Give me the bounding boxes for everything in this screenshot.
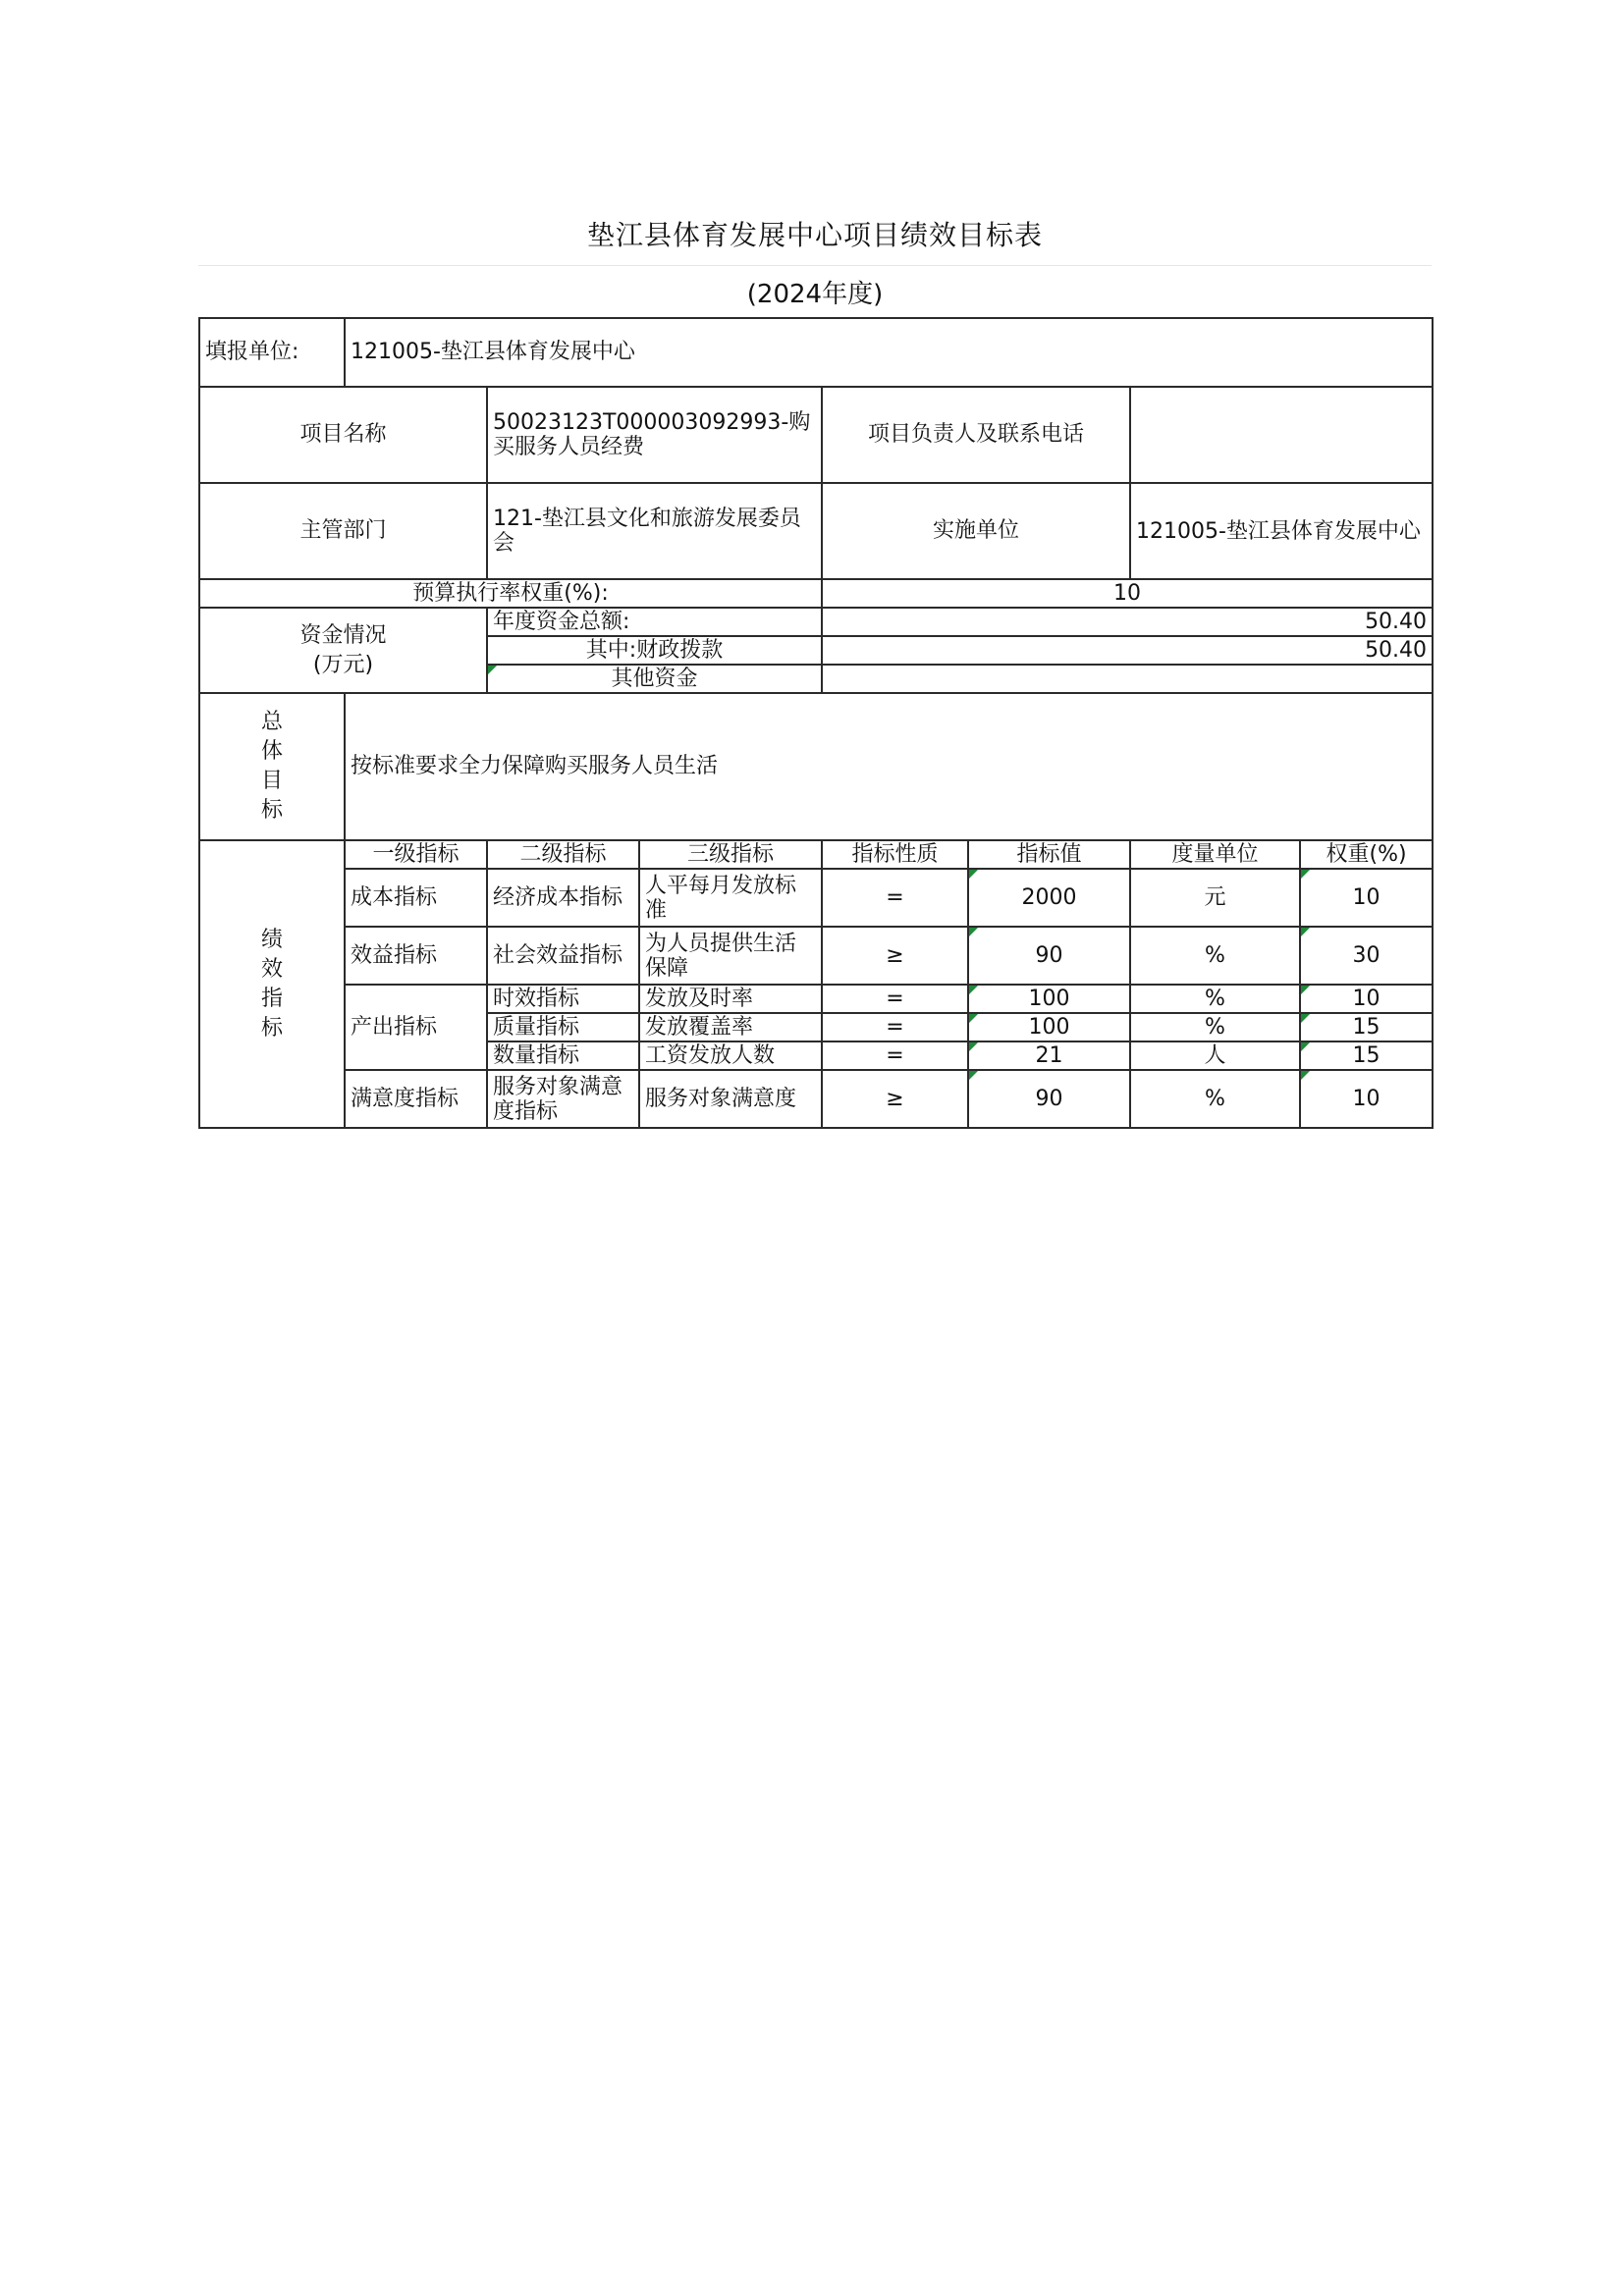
indicator-level2: 经济成本指标 [487, 869, 639, 927]
indicator-unit: % [1130, 927, 1300, 985]
performance-table [198, 317, 1434, 1129]
table-row [199, 1070, 1433, 1128]
indicator-value: 2000 [968, 869, 1130, 927]
fund-other-label: 其他资金 [487, 665, 822, 693]
indicator-value: 100 [968, 985, 1130, 1013]
indicator-level1: 产出指标 [345, 985, 487, 1070]
project-name-label: 项目名称 [199, 387, 487, 483]
indicator-level1: 满意度指标 [345, 1070, 487, 1128]
header-weight: 权重(%) [1300, 840, 1433, 869]
filler-label: 填报单位: [199, 318, 345, 387]
indicator-nature: = [822, 985, 968, 1013]
project-name-value: 50023123T000003092993-购买服务人员经费 [487, 387, 822, 483]
header-unit: 度量单位 [1130, 840, 1300, 869]
indicator-value: 90 [968, 1070, 1130, 1128]
goal-text: 按标准要求全力保障购买服务人员生活 [345, 693, 1433, 840]
indicator-level2: 服务对象满意度指标 [487, 1070, 639, 1128]
indicator-weight: 15 [1300, 1041, 1433, 1070]
indicators-label: 绩 效 指 标 [199, 840, 345, 1128]
table-row [199, 927, 1433, 985]
indicator-level3: 发放覆盖率 [639, 1013, 822, 1041]
fund-total-label: 年度资金总额: [487, 608, 822, 636]
indicator-weight: 10 [1300, 869, 1433, 927]
fund-other-value [822, 665, 1433, 693]
header-level3: 三级指标 [639, 840, 822, 869]
indicator-level2: 社会效益指标 [487, 927, 639, 985]
fund-total-value: 50.40 [822, 608, 1433, 636]
indicator-nature: = [822, 869, 968, 927]
indicator-level2: 质量指标 [487, 1013, 639, 1041]
indicator-unit: % [1130, 985, 1300, 1013]
indicator-value: 90 [968, 927, 1130, 985]
header-nature: 指标性质 [822, 840, 968, 869]
indicator-nature: = [822, 1041, 968, 1070]
indicator-level3: 工资发放人数 [639, 1041, 822, 1070]
indicator-nature: ≥ [822, 927, 968, 985]
fund-fiscal-value: 50.40 [822, 636, 1433, 665]
goal-label: 总 体 目 标 [199, 693, 345, 840]
indicator-level3: 发放及时率 [639, 985, 822, 1013]
filler-value: 121005-垫江县体育发展中心 [345, 318, 1433, 387]
indicator-weight: 15 [1300, 1013, 1433, 1041]
document-title: 垫江县体育发展中心项目绩效目标表 [198, 201, 1432, 266]
indicator-level3: 人平每月发放标准 [639, 869, 822, 927]
header-level2: 二级指标 [487, 840, 639, 869]
indicator-level2: 数量指标 [487, 1041, 639, 1070]
project-leader-value [1130, 387, 1433, 483]
indicator-unit: % [1130, 1070, 1300, 1128]
indicator-value: 21 [968, 1041, 1130, 1070]
indicator-level1: 成本指标 [345, 869, 487, 927]
impl-label: 实施单位 [822, 483, 1130, 579]
indicator-nature: ≥ [822, 1070, 968, 1128]
dept-label: 主管部门 [199, 483, 487, 579]
document-year: (2024年度) [746, 279, 884, 309]
indicator-unit: 元 [1130, 869, 1300, 927]
indicator-value: 100 [968, 1013, 1130, 1041]
dept-value: 121-垫江县文化和旅游发展委员会 [487, 483, 822, 579]
fund-fiscal-label: 其中:财政拨款 [487, 636, 822, 665]
fund-label: 资金情况 (万元) [199, 608, 487, 693]
indicator-unit: 人 [1130, 1041, 1300, 1070]
indicator-level3: 为人员提供生活保障 [639, 927, 822, 985]
table-row [199, 869, 1433, 927]
indicator-weight: 10 [1300, 985, 1433, 1013]
indicator-weight: 10 [1300, 1070, 1433, 1128]
budget-weight-label: 预算执行率权重(%): [199, 579, 822, 608]
performance-target-sheet [198, 201, 1432, 1129]
budget-weight-value: 10 [822, 579, 1433, 608]
header-level1: 一级指标 [345, 840, 487, 869]
indicator-weight: 30 [1300, 927, 1433, 985]
indicator-level3: 服务对象满意度 [639, 1070, 822, 1128]
indicator-unit: % [1130, 1013, 1300, 1041]
project-leader-label: 项目负责人及联系电话 [822, 387, 1130, 483]
indicator-nature: = [822, 1013, 968, 1041]
table-row [199, 985, 1433, 1013]
header-value: 指标值 [968, 840, 1130, 869]
indicator-level2: 时效指标 [487, 985, 639, 1013]
indicator-level1: 效益指标 [345, 927, 487, 985]
impl-value: 121005-垫江县体育发展中心 [1130, 483, 1433, 579]
